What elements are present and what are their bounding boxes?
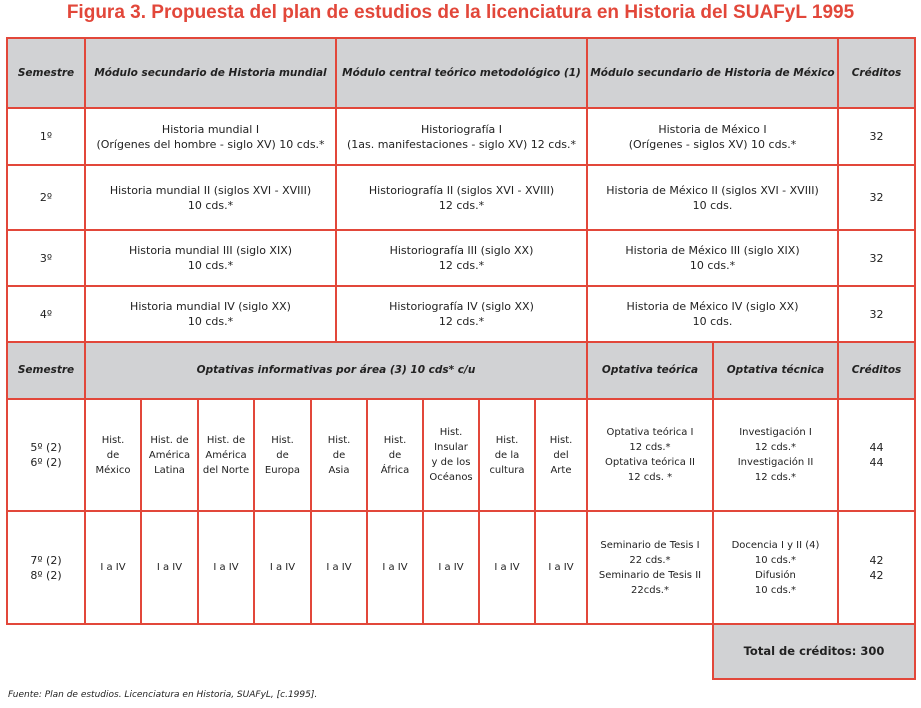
cell-mundial: Historia mundial II (siglos XVI - XVIII) 10 cds.* [84, 164, 337, 231]
header2-2: Optativa teórica [586, 341, 714, 400]
cell-mundial: Historia mundial III (siglo XIX) 10 cds.* [84, 229, 337, 287]
cell-central: Historiografía IV (siglo XX) 12 cds.* [335, 285, 588, 343]
header-mundial: Módulo secundario de Historia mundial [84, 37, 337, 109]
cell-cred: 32 [837, 107, 916, 166]
cell-sem: 7º (2) 8º (2) [6, 510, 86, 625]
cell-mundial: Historia mundial I (Orígenes del hombre - siglo XV) 10 cds.* [84, 107, 337, 166]
area-5: Hist. de África [366, 398, 424, 512]
cell-sem: 4º [6, 285, 86, 343]
header-central: Módulo central teórico metodológico (1) [335, 37, 588, 109]
area-1: Hist. de América Latina [140, 398, 199, 512]
cell-central: Historiografía II (siglos XVI - XVIII) 12 cds.* [335, 164, 588, 231]
cell-sem: 3º [6, 229, 86, 287]
cell-cred: 44 44 [837, 398, 916, 512]
cell-teorica: Optativa teórica I 12 cds.* Optativa teórica II 12 cds. * [586, 398, 714, 512]
cell-tecnica: Investigación I 12 cds.* Investigación II 12 cds.* [712, 398, 839, 512]
area-range: I a IV [478, 510, 536, 625]
total-credits: Total de créditos: 300 [712, 623, 916, 680]
area-range: I a IV [422, 510, 480, 625]
area-7: Hist. de la cultura [478, 398, 536, 512]
cell-tecnica: Docencia I y II (4) 10 cds.* Difusión 10 cds.* [712, 510, 839, 625]
area-range: I a IV [197, 510, 255, 625]
header2-4: Créditos [837, 341, 916, 400]
figure-title: Figura 3. Propuesta del plan de estudios de la licenciatura en Historia del SUAFyL 1995 [66, 2, 855, 23]
cell-central: Historiografía III (siglo XX) 12 cds.* [335, 229, 588, 287]
header2-0: Semestre [6, 341, 86, 400]
cell-mexico: Historia de México IV (siglo XX) 10 cds. [586, 285, 839, 343]
header-creditos: Créditos [837, 37, 916, 109]
area-range: I a IV [310, 510, 368, 625]
header-semestre: Semestre [6, 37, 86, 109]
cell-mexico: Historia de México III (siglo XIX) 10 cds.* [586, 229, 839, 287]
cell-mexico: Historia de México II (siglos XVI - XVIII) 10 cds. [586, 164, 839, 231]
cell-mundial: Historia mundial IV (siglo XX) 10 cds.* [84, 285, 337, 343]
cell-cred: 32 [837, 164, 916, 231]
cell-central: Historiografía I (1as. manifestaciones - siglo XV) 12 cds.* [335, 107, 588, 166]
area-range: I a IV [534, 510, 588, 625]
area-8: Hist. del Arte [534, 398, 588, 512]
header2-1: Optativas informativas por área (3) 10 cds* c/u [84, 341, 588, 400]
area-range: I a IV [366, 510, 424, 625]
area-4: Hist. de Asia [310, 398, 368, 512]
header2-3: Optativa técnica [712, 341, 839, 400]
cell-sem: 2º [6, 164, 86, 231]
cell-sem: 5º (2) 6º (2) [6, 398, 86, 512]
area-0: Hist. de México [84, 398, 142, 512]
area-3: Hist. de Europa [253, 398, 312, 512]
area-range: I a IV [140, 510, 199, 625]
area-2: Hist. de América del Norte [197, 398, 255, 512]
area-range: I a IV [84, 510, 142, 625]
cell-cred: 42 42 [837, 510, 916, 625]
cell-cred: 32 [837, 285, 916, 343]
source-note: Fuente: Plan de estudios. Licenciatura en Historia, SUAFyL, [c.1995]. [8, 690, 318, 700]
cell-teorica: Seminario de Tesis I 22 cds.* Seminario de Tesis II 22cds.* [586, 510, 714, 625]
area-6: Hist. Insular y de los Océanos [422, 398, 480, 512]
cell-sem: 1º [6, 107, 86, 166]
header-mexico: Módulo secundario de Historia de México [586, 37, 839, 109]
area-range: I a IV [253, 510, 312, 625]
cell-mexico: Historia de México I (Orígenes - siglos XV) 10 cds.* [586, 107, 839, 166]
cell-cred: 32 [837, 229, 916, 287]
